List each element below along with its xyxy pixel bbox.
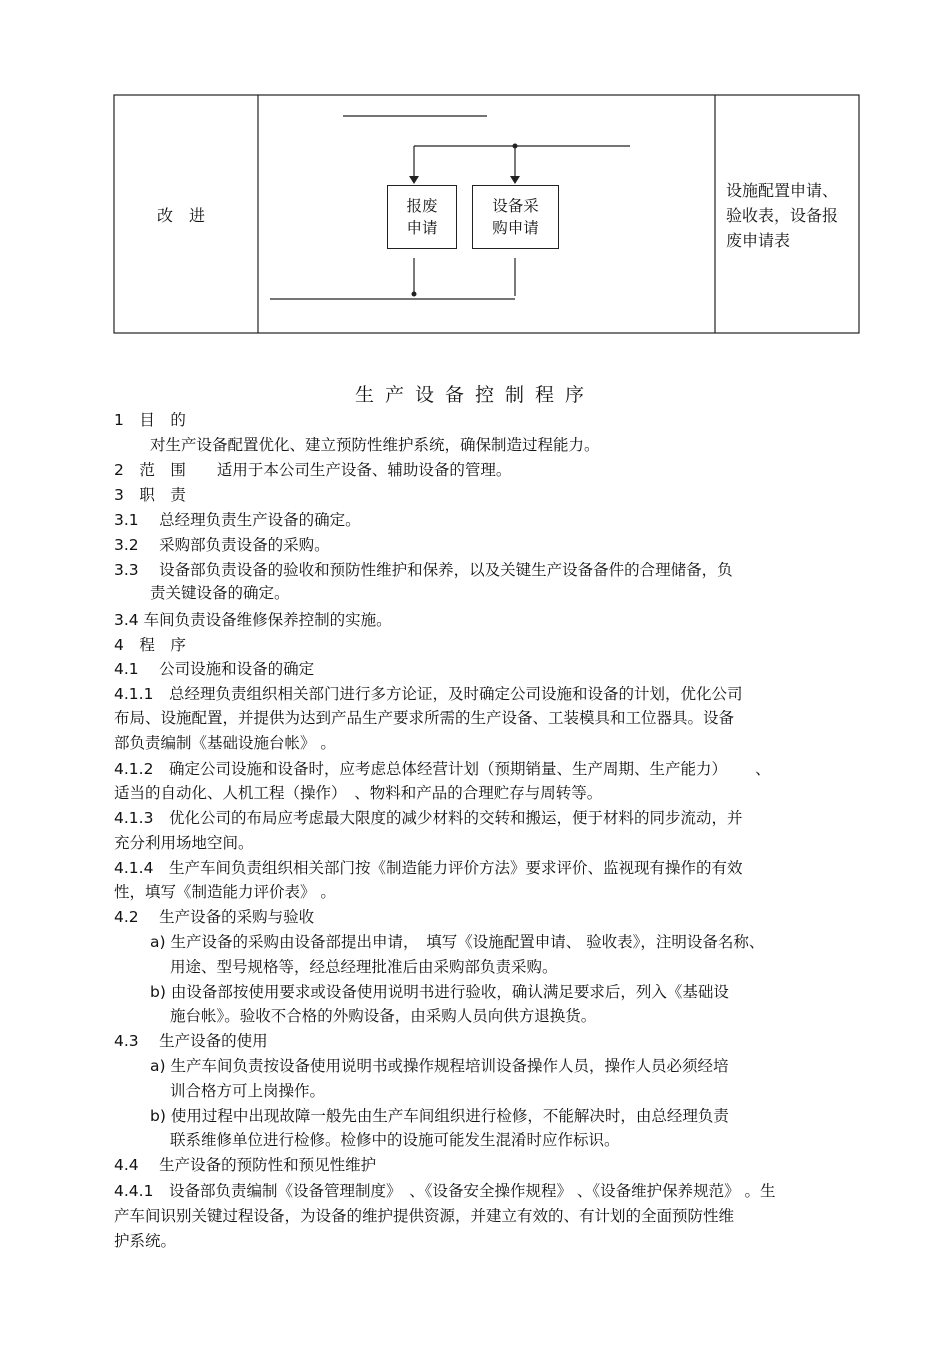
body-line: 4.1.3 优化公司的布局应考虑最大限度的减少材料的交转和搬运，便于材料的同步流动，并: [114, 809, 743, 827]
subsection-heading: 4.3 生产设备的使用: [114, 1032, 268, 1050]
body-line: 3.2 采购部负责设备的采购。: [114, 536, 330, 554]
subsection-heading: 4.4 生产设备的预防性和预见性维护: [114, 1156, 377, 1174]
arrow-head-scrap-icon: [409, 176, 419, 184]
body-line: 4.1.2 确定公司设施和设备时，应考虑总体经营计划（预期销量、生产周期、生产能力） 、: [114, 760, 771, 778]
body-line: 布局、设施配置，并提供为达到产品生产要求所需的生产设备、工装模具和工位器具。设备: [114, 709, 735, 727]
purchase-request-line1: 设备采: [492, 197, 539, 215]
body-line: 产车间识别关键过程设备，为设备的维护提供资源，并建立有效的、有计划的全面预防性维: [114, 1207, 735, 1225]
body-line: 充分利用场地空间。: [114, 834, 254, 852]
records-cell: [726, 178, 838, 253]
stage-label: 改 进: [157, 206, 206, 225]
body-line: 适当的自动化、人机工程（操作） 、物料和产品的合理贮存与周转等。: [114, 784, 603, 802]
list-item: b) 使用过程中出现故障一般先由生产车间组织进行检修，不能解决时，由总经理负责: [150, 1107, 729, 1125]
records-line: 废申请表: [726, 231, 791, 250]
flow-merge-dot: [412, 292, 417, 297]
scrap-request-box: [387, 185, 457, 249]
section-heading: 1 目 的: [114, 411, 186, 429]
list-item-continued: 训合格方可上岗操作。: [170, 1082, 326, 1100]
body-line: 4.1.1 总经理负责组织相关部门进行多方论证，及时确定公司设施和设备的计划，优化公司: [114, 685, 743, 703]
scrap-request-line2: 申请: [406, 219, 438, 237]
list-item-continued: 用途、型号规格等，经总经理批准后由采购部负责采购。: [170, 958, 558, 976]
list-item-continued: 联系维修单位进行检修。检修中的设施可能发生混淆时应作标识。: [170, 1131, 620, 1149]
body-line: 责关键设备的确定。: [150, 584, 290, 602]
list-item: b) 由设备部按使用要求或设备使用说明书进行验收，确认满足要求后，列入《基础设: [150, 983, 729, 1001]
records-line: 设施配置申请、: [726, 181, 839, 200]
subsection-heading: 4.1 公司设施和设备的确定: [114, 660, 315, 678]
list-item: a) 生产设备的采购由设备部提出申请， 填写《设施配置申请、 验收表》，注明设备名称、: [150, 933, 765, 951]
body-line: 对生产设备配置优化、建立预防性维护系统，确保制造过程能力。: [150, 436, 600, 454]
body-line: 4.4.1 设备部负责编制《设备管理制度》 、《设备安全操作规程》 、《设备维护保养规范》 。生: [114, 1182, 776, 1200]
table-lines: [0, 0, 950, 340]
list-item-continued: 施台帐》。验收不合格的外购设备，由采购人员向供方退换货。: [170, 1007, 597, 1025]
body-line: 3.3 设备部负责设备的验收和预防性维护和保养，以及关键生产设备备件的合理储备，负: [114, 561, 733, 579]
arrow-head-purchase-icon: [510, 176, 520, 184]
section-heading: 4 程 序: [114, 636, 186, 654]
body-line: 3.4 车间负责设备维修保养控制的实施。: [114, 611, 392, 629]
body-line: 3.1 总经理负责生产设备的确定。: [114, 511, 361, 529]
purchase-request-box: [472, 185, 559, 249]
body-line: 部负责编制《基础设施台帐》 。: [114, 734, 336, 752]
body-line: 4.1.4 生产车间负责组织相关部门按《制造能力评价方法》要求评价、监视现有操作的有效: [114, 859, 743, 877]
section-heading: 3 职 责: [114, 486, 186, 504]
body-line: 护系统。: [114, 1232, 177, 1250]
subsection-heading: 4.2 生产设备的采购与验收: [114, 908, 315, 926]
list-item: a) 生产车间负责按设备使用说明书或操作规程培训设备操作人员，操作人员必须经培: [150, 1057, 729, 1075]
section-heading: 2 范 围 适用于本公司生产设备、辅助设备的管理。: [114, 461, 512, 479]
body-line: 性，填写《制造能力评价表》 。: [114, 883, 336, 901]
scrap-request-line1: 报废: [406, 197, 438, 215]
purchase-request-line2: 购申请: [492, 219, 539, 237]
records-line: 验收表，设备报: [726, 206, 839, 225]
document-title: 生产设备控制程序: [355, 384, 596, 406]
